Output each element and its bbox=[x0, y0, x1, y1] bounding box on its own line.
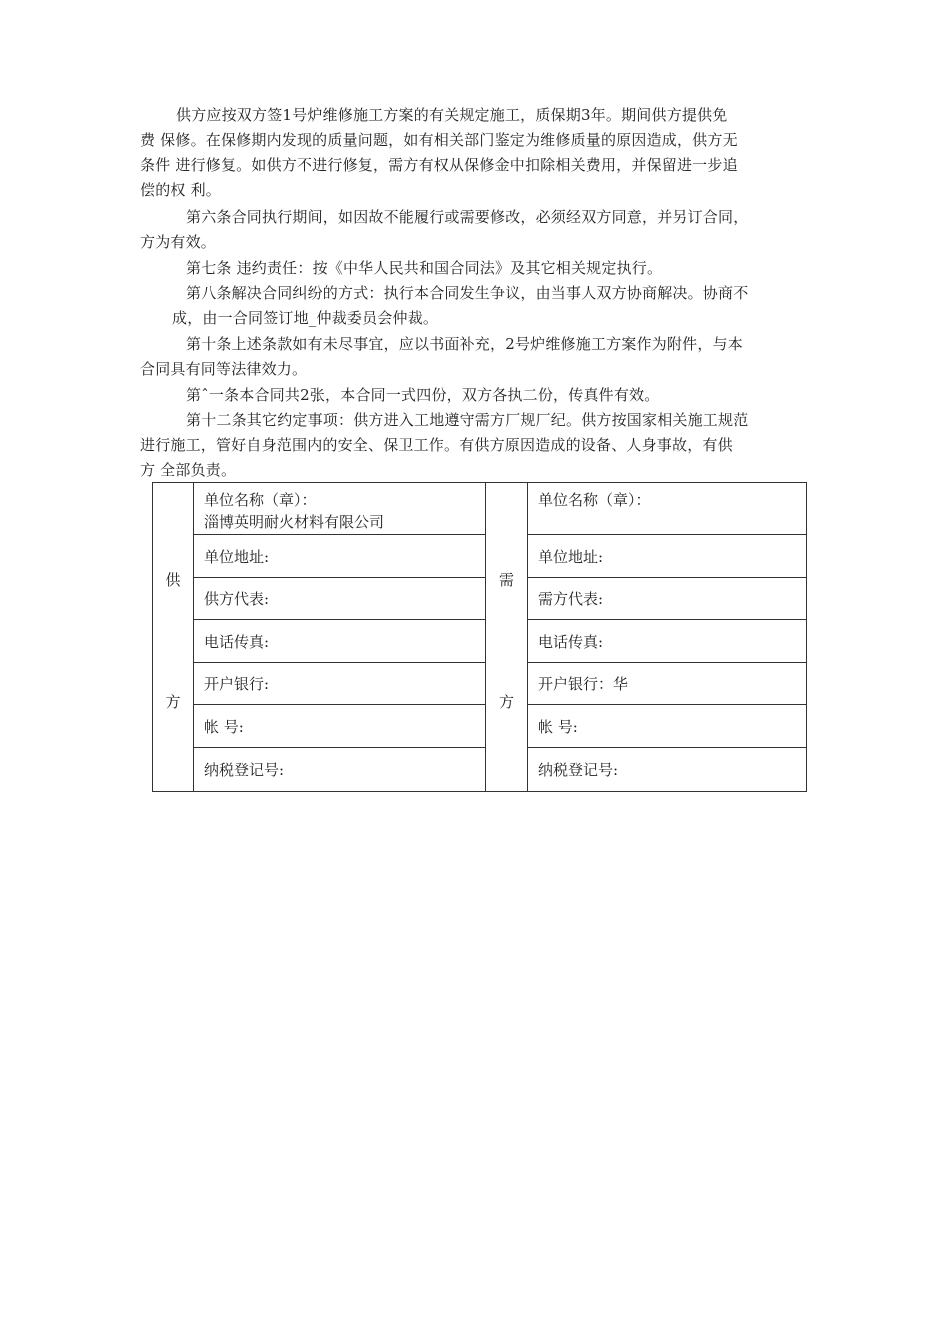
buyer-bank: 开户银行：华 bbox=[528, 663, 807, 705]
supplier-account: 帐 号: bbox=[194, 705, 486, 748]
clause-10 bbox=[140, 332, 743, 382]
buyer-tax-id: 纳税登记号: bbox=[528, 748, 807, 792]
text-line: 供方应按双方签1号炉维修施工方案的有关规定施工，质保期3年。期间供方提供免 bbox=[176, 106, 728, 124]
clause-12 bbox=[140, 408, 748, 483]
text-line: 方为有效。 bbox=[140, 233, 217, 251]
clause-7 bbox=[186, 256, 662, 281]
text-line: 方 全部负责。 bbox=[140, 461, 237, 479]
table-row bbox=[153, 483, 807, 535]
buyer-name-label: 单位名称（章）： bbox=[538, 491, 651, 509]
table-row bbox=[153, 578, 807, 620]
text-line: 第十条上述条款如有未尽事宜，应以书面补充，2号炉维修施工方案作为附件，与本 bbox=[186, 335, 743, 353]
text-line: 第ˆ一条本合同共2张，本合同一式四份，双方各执二份，传真件有效。 bbox=[186, 386, 660, 404]
supplier-address: 单位地址: bbox=[194, 535, 486, 578]
buyer-account: 帐 号: bbox=[528, 705, 807, 748]
buyer-side-top: 需 bbox=[498, 571, 514, 589]
supplier-phone: 电话传真: bbox=[194, 620, 486, 663]
clause-11 bbox=[186, 383, 659, 408]
supplier-side-label bbox=[153, 483, 194, 792]
text-line: 条件 进行修复。如供方不进行修复，需方有权从保修金中扣除相关费用，并保留进一步追 bbox=[140, 156, 738, 174]
clause-8 bbox=[172, 281, 748, 331]
clause-6 bbox=[140, 205, 748, 255]
buyer-rep: 需方代表: bbox=[528, 578, 807, 620]
supplier-name-label: 单位名称（章）： bbox=[204, 491, 317, 509]
text-line: 偿的权 利。 bbox=[140, 181, 221, 199]
supplier-side-bottom: 方 bbox=[165, 693, 181, 711]
buyer-side-bottom: 方 bbox=[498, 693, 514, 711]
supplier-bank: 开户银行: bbox=[194, 663, 486, 705]
buyer-side-label bbox=[486, 483, 528, 792]
supplier-name-cell bbox=[194, 483, 486, 535]
supplier-name-value: 淄博英明耐火材料有限公司 bbox=[204, 513, 385, 531]
table-row bbox=[153, 663, 807, 705]
text-line: 成，由一合同签订地_仲裁委员会仲裁。 bbox=[172, 309, 439, 327]
clause-warranty bbox=[140, 103, 738, 203]
text-line: 第七条 违约责任：按《中华人民共和国合同法》及其它相关规定执行。 bbox=[186, 259, 663, 277]
supplier-side-top: 供 bbox=[165, 571, 181, 589]
buyer-name-cell bbox=[528, 483, 807, 535]
signature-table bbox=[152, 482, 807, 792]
table-row bbox=[153, 748, 807, 792]
table-row bbox=[153, 535, 807, 578]
text-line: 第八条解决合同纠纷的方式：执行本合同发生争议，由当事人双方协商解决。协商不 bbox=[186, 284, 749, 302]
table-row bbox=[153, 620, 807, 663]
buyer-address: 单位地址: bbox=[528, 535, 807, 578]
text-line: 进行施工，管好自身范围内的安全、保卫工作。有供方原因造成的设备、人身事故，有供 bbox=[140, 436, 733, 454]
supplier-tax-id: 纳税登记号: bbox=[194, 748, 486, 792]
text-line: 费 保修。在保修期内发现的质量问题，如有相关部门鉴定为维修质量的原因造成，供方无 bbox=[140, 131, 738, 149]
supplier-rep: 供方代表: bbox=[194, 578, 486, 620]
table-row bbox=[153, 705, 807, 748]
text-line: 合同具有同等法律效力。 bbox=[140, 360, 308, 378]
buyer-phone: 电话传真: bbox=[528, 620, 807, 663]
text-line: 第十二条其它约定事项：供方进入工地遵守需方厂规厂纪。供方按国家相关施工规范 bbox=[186, 411, 749, 429]
text-line: 第六条合同执行期间，如因故不能履行或需要修改，必须经双方同意，并另订合同， bbox=[186, 208, 749, 226]
